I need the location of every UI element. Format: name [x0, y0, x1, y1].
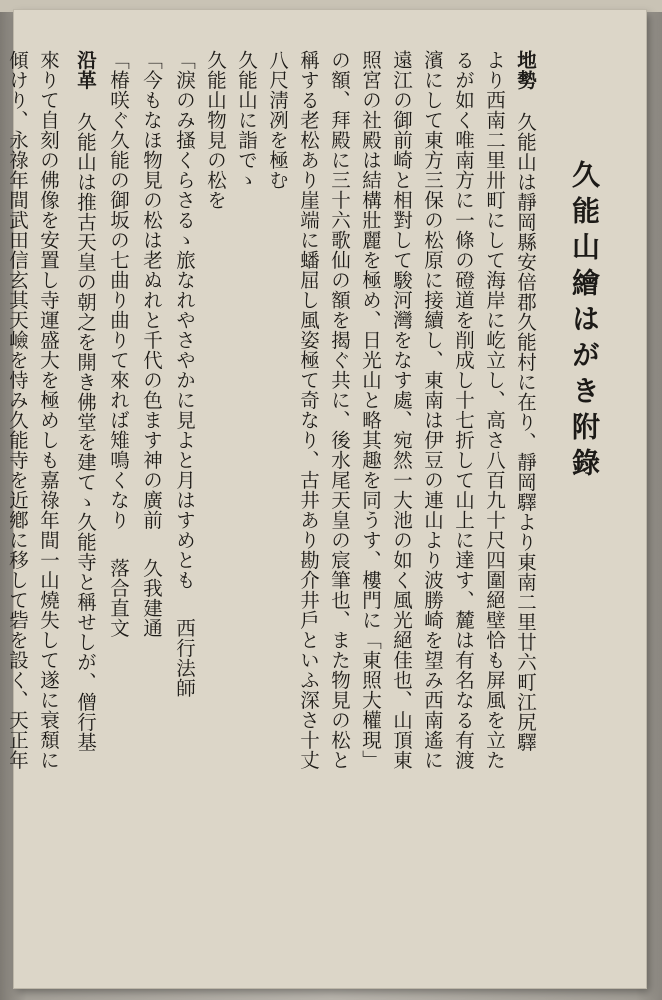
location-line-9: 八尺淸冽を極む [266, 50, 289, 190]
location-line-5: 遠江の御前崎と相對して駿河灣をなす處、宛然一大池の如く風光絕佳也、山頂東 [390, 50, 413, 770]
history-line-1 [70, 50, 101, 930]
poem-author: 落合直文 [107, 558, 130, 638]
poem-intro-1: 久能山に詣でゝ [235, 50, 258, 190]
location-line-3: るが如く唯南方に一條の磴道を削成し十七折して山上に達す、麓は有名なる有渡 [452, 50, 475, 770]
poem-author: 西行法師 [173, 618, 196, 698]
poem-verse-3 [103, 50, 134, 930]
poem-verse-1 [169, 50, 200, 930]
history-text-1: 久能山は推古天皇の朝之を開き佛堂を建てゝ久能寺と稱せしが、僧行基 [74, 112, 97, 752]
location-line-1 [510, 50, 541, 930]
poem-verse-text: 「今もなほ物見の松は老ぬれと千代の色ます神の廣前 [140, 50, 163, 530]
location-line-4: 濱にして東方三保の松原に接續し、東南は伊豆の連山より波勝崎を望み西南遙に [421, 50, 444, 770]
location-line-2: より西南二里卅町にして海岸に屹立し、高さ八百九十尺四圍絕壁恰も屏風を立た [483, 50, 506, 770]
history-line-3: 傾けり、永祿年間武田信玄其天嶮を恃み久能寺を近鄕に移して砦を設く、天正年 [6, 50, 29, 770]
location-text-1: 久能山は靜岡縣安倍郡久能村に在り、靜岡驛より東南二里廿六町江尻驛 [514, 112, 537, 752]
poem-intro-2: 久能山物見の松を [204, 50, 227, 210]
history-label: 沿革 [74, 50, 97, 90]
location-line-6: 照宮の社殿は結構壯麗を極め、日光山と略其趣を同うす、樓門に「東照大權現」 [359, 50, 382, 770]
poem-verse-text: 「椿咲ぐ久能の御坂の七曲り曲りて來れば雉鳴くなり [107, 50, 130, 530]
page-title: 久能山繪はがき附錄 [568, 160, 601, 484]
history-line-4 [0, 50, 2, 930]
location-label: 地勢 [514, 50, 537, 90]
location-line-7: の額、拜殿に三十六歌仙の額を揭ぐ共に、後水尾天皇の宸筆也、また物見の松と [328, 50, 351, 770]
poem-verse-2 [136, 50, 167, 930]
history-line-2: 來りて自刻の佛像を安置し寺運盛大を極めしも嘉祿年間一山燒失して遂に衰頹に [37, 50, 60, 770]
poem-author: 久我建通 [140, 558, 163, 638]
location-line-8: 稱する老松あり崖端に蟠屈し風姿極て奇なり、古井あり勘介井戶といふ深さ十丈 [297, 50, 320, 770]
poem-verse-text: 「淚のみ搔くらさるゝ旅なれやさやかに見よと月はすめとも [173, 50, 196, 590]
document-body [6, 50, 601, 930]
